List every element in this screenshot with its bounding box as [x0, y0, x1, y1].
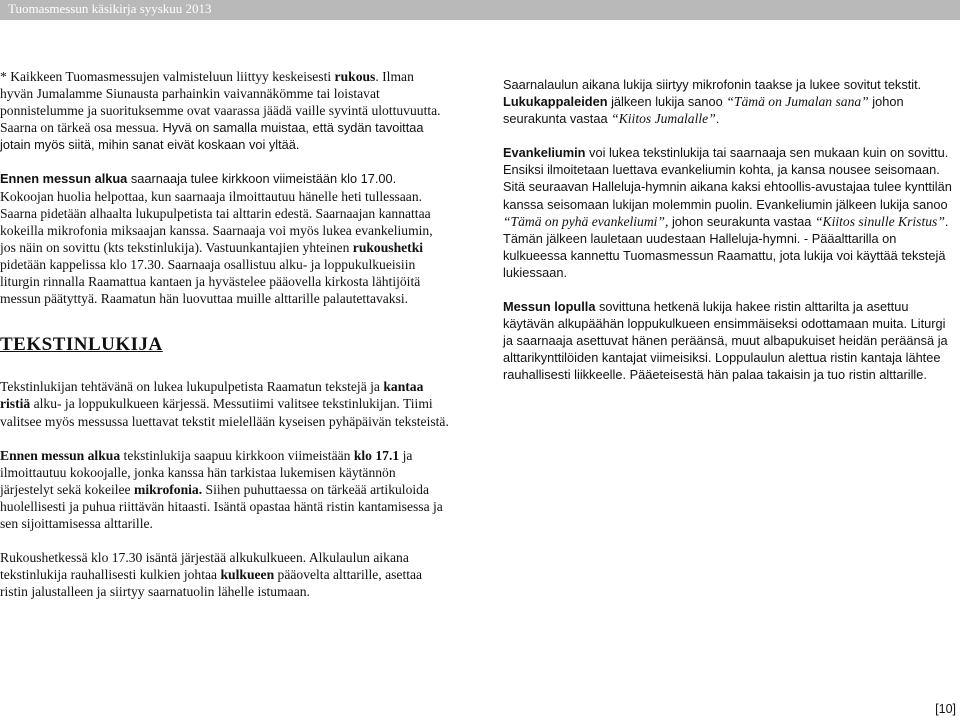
document-title: Tuomasmessun käsikirja syyskuu 2013	[8, 1, 212, 16]
left-column	[0, 68, 450, 600]
sermon-hymn-paragraph: Saarnalaulun aikana lukija siirtyy mikrofonin taakse ja lukee sovitut tekstit. Lukukappaleiden jälkeen lukija sanoo “Tämä on Jumalan sana” johon seurakunta vastaa “Kiitos Jumalalle”.	[503, 77, 922, 127]
page-number: [10]	[935, 702, 956, 716]
right-column	[503, 76, 955, 384]
before-mass-paragraph: Ennen messun alkua saarnaaja tulee kirkkoon viimeistään klo 17.00. Kokoojan huolia helpottaa, kun saarnaaja ilmoittautuu hänelle heti tullessaan. Saarna pidetään alhaalta lukupulpetista tai alttarin edestä. Saarnaajan kannattaa kokeilla mikrofonia miksaajan kanssa. Saarnaaja voi myös lukea evankeliumin, jos näin on sovittu (kts tekstinlukija). Vastuunkantajien yhteinen rukoushetki pidetään kappelissa klo 17.30. Saarnaaja osallistuu alku- ja loppukulkueisiin liturgin rinnalla Raamattua kantaen ja hyvästelee pääovella kirkosta lähtijöitä messun päätyttyä. Raamatun hän luovuttaa muille alttarille palautettavaksi.	[0, 171, 433, 307]
reader-arrival-paragraph: Ennen messun alkua tekstinlukija saapuu kirkkoon viimeistään klo 17.1 ja ilmoittautuu kokoojalle, jonka kanssa hän tarkistaa lukemisen käytännön järjestelyt sekä kokeilee mikrofonia. Siihen puhuttaessa on tärkeää artikuloida huolellisesti ja puhua riittävän hitaasti. Isäntä opastaa häntä ristin kantamisessa ja sen sijoittamisessa alttarille.	[0, 447, 443, 531]
prayer-moment-paragraph: Rukoushetkessä klo 17.30 isäntä järjestää alkukulkueen. Alkulaulun aikana tekstinlukija rauhallisesti kulkien johtaa kulkueen pääovelta alttarille, asettaa ristin jalustalleen ja siirtyy saarnatuolin lähelle istumaan.	[0, 550, 423, 600]
document-header-bar	[0, 0, 960, 20]
intro-paragraph: * Kaikkeen Tuomasmessujen valmisteluun liittyy keskeisesti rukous. Ilman hyvän Jumalamme Siunausta parhainkin vaivannäkömme tai loistavat ponnistelumme ja suorituksemme ovat vaarassa jäädä vaille syvintä ulottuvuutta. Saarna on tärkeä osa messua. Hyvä on samalla muistaa, että sydän tavoittaa jotain myös siitä, mihin sanat eivät koskaan voi yltää.	[0, 69, 441, 153]
end-of-mass-paragraph: Messun lopulla sovittuna hetkenä lukija hakee ristin alttarilta ja asettuu käytävän alkupäähän loppukulkueen ensimmäiseksi odottamaan muita. Liturgi ja saarnaaja asettuvat hänen peräänsä, muut albapukuiset heidän peräänsä ja alttarikynttilöiden kantajat viimeisiksi. Loppulaulun alettua ristin kantaja lähtee rauhallisesti liikkeelle. Pääeteisestä hän palaa takaisin ja tuo ristin alttarille.	[503, 299, 948, 383]
gospel-paragraph: Evankeliumin voi lukea tekstinlukija tai saarnaaja sen mukaan kuin on sovittu. Ensiksi ilmoitetaan luettava evankeliumin kohta, ja kansa nousee seisomaan. Sitä seuraavan Halleluja-hymnin aikana kaksi ehtoollis-avustajaa tulee kynttilän kanssa seisomaan lukijan molemmin puolin. Evankeliumin jälkeen lukija sanoo “Tämä on pyhä evankeliumi”, johon seurakunta vastaa “Kiitos sinulle Kristus”. Tämän jälkeen lauletaan uudestaan Halleluja-hymni. - Pääalttarilla on kulkueessa kannettu Tuomasmessun Raamattu, jota lukija voi käyttää tekstejä lukiessaan.	[503, 145, 952, 280]
reader-role-paragraph: Tekstinlukijan tehtävänä on lukea lukupulpetista Raamatun tekstejä ja kantaa ristiä alku- ja loppukulkueen kärjessä. Messutiimi valitsee tekstinlukijan. Tiimi valitsee myös messussa luettavat tekstit mielellään kyseisen pyhäpäivän teksteistä.	[0, 379, 449, 429]
section-heading: TEKSTINLUKIJA	[0, 334, 163, 356]
